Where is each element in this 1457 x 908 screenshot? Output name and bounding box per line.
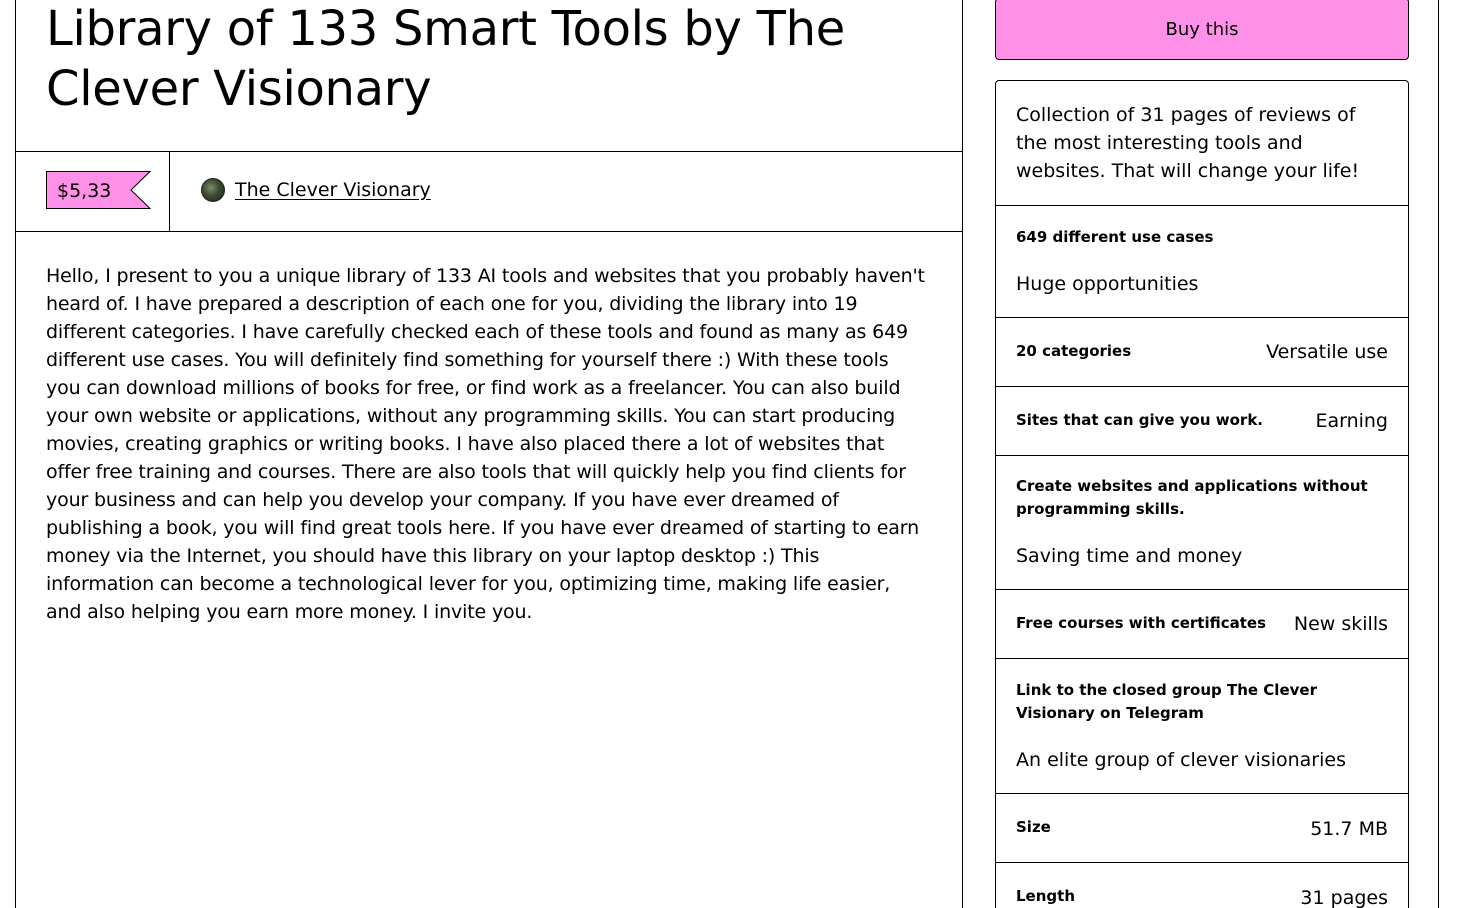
product-main-panel [15, 0, 963, 908]
price-tag [46, 171, 151, 209]
title-section [16, 0, 962, 152]
attribute-label: Free courses with certificates [1016, 614, 1267, 632]
product-description: Hello, I present to you a unique library of 133 AI tools and websites that you probably haven't heard of. I have prepared a description of each one for you, dividing the library into 19 different categories. I have carefully checked each of these tools and found as many as 649 different use cases. You will definitely find something for yourself there :) With these tools you can download millions of books for free, or find work as a freelancer. You can also build your own website or applications, without any programming skills. You can start producing movies, creating graphics or writing books. I have also placed there a lot of websites that offer free training and courses. There are also tools that will quickly help you find clients for your business and can help you develop your company. If you have ever dreamed of publishing a book, you will find great tools here. If you have ever dreamed of starting to earn money via the Internet, you should have this library on your laptop desktop :) This information can become a technological lever for you, optimizing time, making life easier, and also helping you earn more money. I invite you. [46, 265, 925, 623]
attribute-value: 31 pages [1300, 887, 1388, 908]
price-tag-tip-icon [121, 171, 151, 209]
attribute-value: New skills [1293, 613, 1388, 635]
attribute-label: 20 categories [1016, 342, 1132, 360]
attribute-value: Saving time and money [1016, 545, 1243, 567]
author-info [201, 178, 431, 202]
attribute-row [996, 863, 1408, 908]
attribute-row [996, 318, 1408, 387]
buy-button[interactable]: Buy this [995, 0, 1409, 60]
attribute-row [996, 387, 1408, 456]
product-info-card [995, 80, 1409, 908]
product-meta-row [16, 152, 962, 232]
summary-text: Collection of 31 pages of reviews of the most interesting tools and websites. That will change your life! [1016, 104, 1360, 182]
attribute-row [996, 206, 1408, 318]
attribute-value: 51.7 MB [1310, 818, 1388, 840]
attribute-row [996, 659, 1408, 794]
price-cell [16, 152, 170, 231]
attribute-row [996, 590, 1408, 659]
attribute-row [996, 794, 1408, 863]
product-title: Library of 133 Smart Tools by The Clever Visionary [46, 1, 845, 117]
attribute-label: Create websites and applications without programming skills. [1016, 477, 1368, 518]
price-value: $5,33 [46, 171, 121, 209]
attribute-value: Versatile use [1266, 341, 1388, 363]
author-link[interactable]: The Clever Visionary [235, 179, 431, 201]
attribute-label: 649 different use cases [1016, 228, 1214, 246]
attribute-value: Huge opportunities [1016, 273, 1199, 295]
author-avatar-icon[interactable] [201, 178, 225, 202]
attribute-label: Size [1016, 818, 1051, 836]
attribute-row [996, 456, 1408, 590]
attribute-value: Earning [1315, 410, 1388, 432]
summary-section [996, 81, 1408, 206]
right-divider [1438, 0, 1439, 908]
attribute-label: Link to the closed group The Clever Visionary on Telegram [1016, 681, 1317, 722]
attribute-label: Length [1016, 887, 1075, 905]
attribute-value: An elite group of clever visionaries [1016, 749, 1346, 771]
attribute-label: Sites that can give you work. [1016, 411, 1263, 429]
